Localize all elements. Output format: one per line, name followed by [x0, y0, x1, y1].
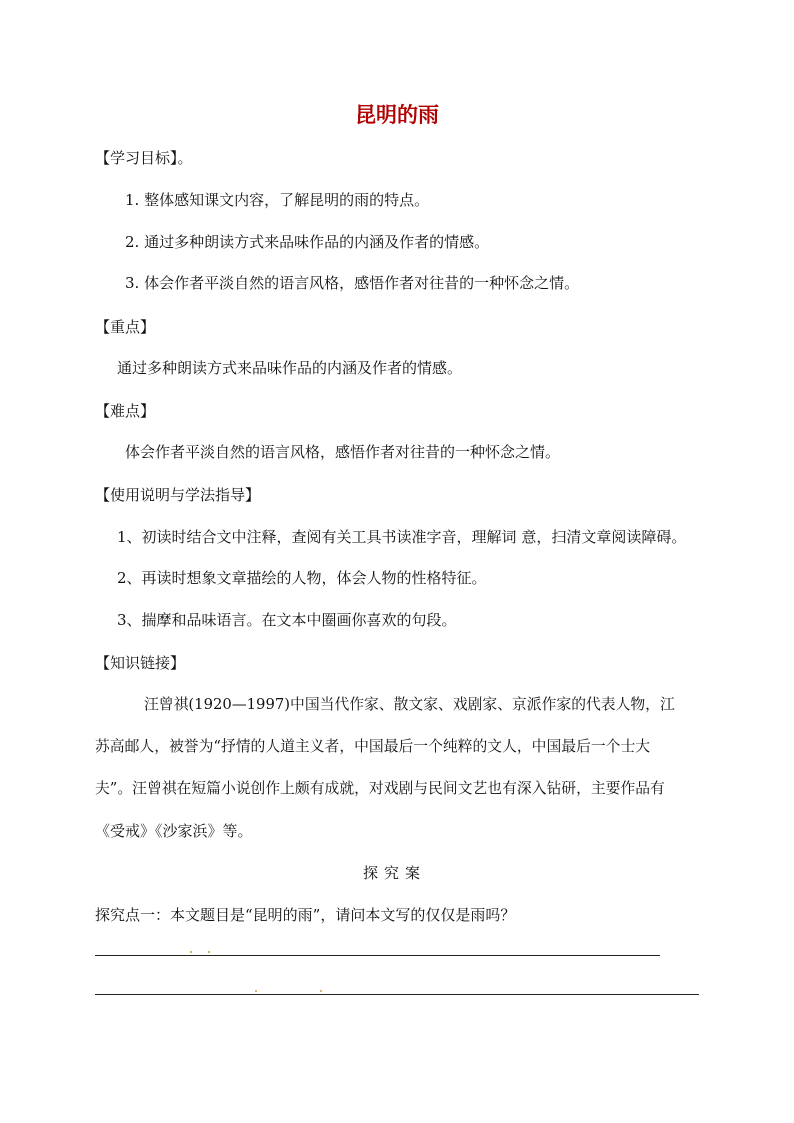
guide-item-2: 2、再读时想象文章描绘的人物，体会人物的性格特征。	[117, 569, 487, 587]
answer-line-1[interactable]	[95, 955, 660, 956]
knowledge-line-2: 苏高邮人，被誉为“抒情的人道主义者，中国最后一个纯粹的文人，中国最后一个士大	[95, 738, 651, 755]
page-title: 昆明的雨	[355, 102, 439, 127]
explore-question-1: 探究点一：本文题目是“昆明的雨”，请问本文写的仅仅是雨吗？	[95, 906, 516, 924]
guide-heading: 【使用说明与学法指导】	[95, 486, 261, 504]
speck-mark	[208, 951, 210, 953]
key-point-text: 通过多种朗读方式来品味作品的内涵及作者的情感。	[117, 359, 463, 377]
objective-item-3: 3. 体会作者平淡自然的语言风格，感悟作者对往昔的一种怀念之情。	[125, 274, 580, 292]
speck-mark	[255, 990, 257, 992]
knowledge-line-3: 夫”。汪曾祺在短篇小说创作上颇有成就，对戏剧与民间文艺也有深入钻研，主要作品有	[95, 780, 665, 797]
objective-item-2: 2. 通过多种朗读方式来品味作品的内涵及作者的情感。	[125, 233, 490, 251]
knowledge-heading: 【知识链接】	[95, 654, 186, 672]
objective-item-1: 1. 整体感知课文内容，了解昆明的雨的特点。	[125, 191, 430, 209]
objectives-heading: 【学习目标】。	[95, 149, 193, 167]
speck-mark	[190, 951, 192, 953]
explore-heading: 探究案	[363, 864, 427, 882]
knowledge-line-4: 《受戒》《沙家浜》等。	[95, 822, 253, 840]
key-point-heading: 【重点】	[95, 318, 156, 336]
knowledge-line-1: 汪曾祺(1920—1997)中国当代作家、散文家、戏剧家、京派作家的代表人物，江	[144, 696, 675, 713]
difficulty-heading: 【难点】	[95, 402, 156, 420]
guide-item-1: 1、初读时结合文中注释，查阅有关工具书读准字音，理解词 意，扫清文章阅读障碍。	[117, 528, 687, 546]
answer-line-2[interactable]	[95, 994, 699, 995]
difficulty-text: 体会作者平淡自然的语言风格，感悟作者对往昔的一种怀念之情。	[125, 443, 561, 461]
speck-mark	[320, 990, 322, 992]
guide-item-3: 3、揣摩和品味语言。在文本中圈画你喜欢的句段。	[117, 611, 457, 629]
